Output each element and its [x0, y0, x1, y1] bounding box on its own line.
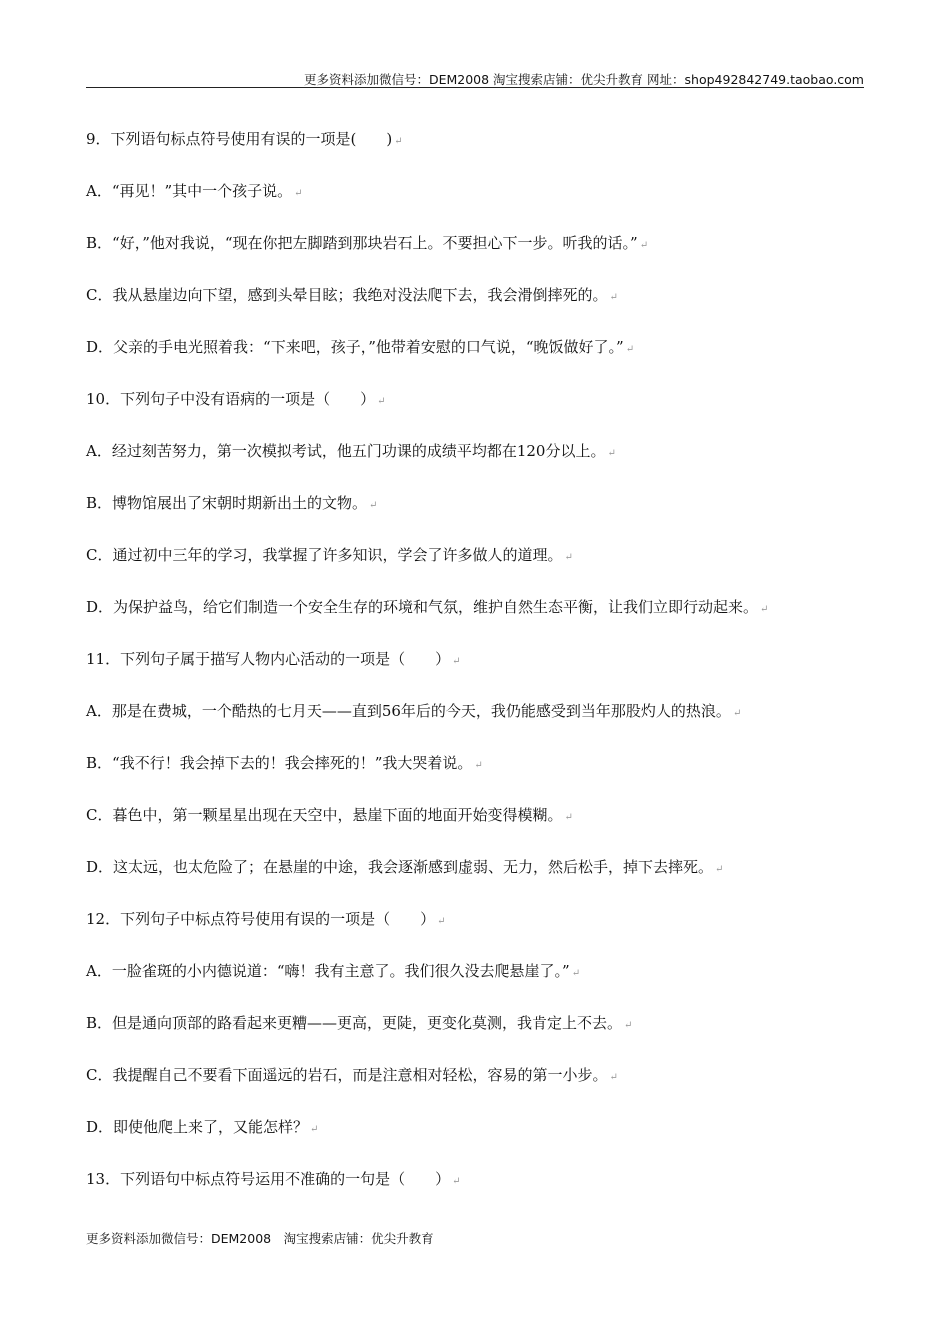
paragraph-mark-icon: ↵: [377, 396, 386, 407]
paragraph-mark-icon: ↵: [369, 500, 378, 511]
question-12-stem: 12．下列句子中标点符号使用有误的一项是（ ） ↵: [86, 910, 446, 928]
paragraph-mark-icon: ↵: [732, 708, 742, 719]
question-12-option-c: C．我提醒自己不要看下面遥远的岩石，而是注意相对轻松，容易的第一小步。 ↵: [86, 1066, 618, 1084]
page-footer: 更多资料添加微信号：DEM2008 淘宝搜索店铺：优尖升教育: [86, 1231, 434, 1246]
question-12-option-b: B．但是通向顶部的路看起来更糟——更高，更陡，更变化莫测，我肯定上不去。 ↵: [86, 1014, 633, 1032]
question-10-option-b: B．博物馆展出了宋朝时期新出土的文物。 ↵: [86, 494, 378, 512]
question-9-option-a: A．“再见！”其中一个孩子说。 ↵: [86, 182, 303, 200]
paragraph-mark-icon: ↵: [625, 344, 635, 355]
paragraph-mark-icon: ↵: [452, 656, 461, 667]
question-11-option-d: D．这太远，也太危险了；在悬崖的中途，我会逐渐感到虚弱、无力，然后松手，掉下去摔死。 ↵: [86, 858, 724, 876]
paragraph-mark-icon: ↵: [571, 968, 581, 979]
question-9-option-d: D．父亲的手电光照着我：“下来吧，孩子，”他带着安慰的口气说，“晚饭做好了。” ↵: [86, 338, 635, 356]
question-10-option-c: C．通过初中三年的学习，我掌握了许多知识，学会了许多做人的道理。 ↵: [86, 546, 573, 564]
paragraph-mark-icon: ↵: [437, 916, 446, 927]
paragraph-mark-icon: ↵: [609, 1072, 618, 1083]
header-divider: [86, 87, 864, 88]
paragraph-mark-icon: ↵: [564, 552, 573, 563]
question-11-option-a: A．那是在费城，一个酷热的七月天——直到56年后的今天，我仍能感受到当年那股灼人的热浪。 ↵: [86, 702, 742, 720]
paragraph-mark-icon: ↵: [624, 1020, 633, 1031]
question-13-stem: 13．下列语句中标点符号运用不准确的一句是（ ） ↵: [86, 1170, 461, 1188]
paragraph-mark-icon: ↵: [474, 760, 483, 771]
paragraph-mark-icon: ↵: [394, 136, 403, 147]
paragraph-mark-icon: ↵: [294, 188, 303, 199]
question-content: [86, 128, 866, 1220]
paragraph-mark-icon: ↵: [310, 1124, 319, 1135]
paragraph-mark-icon: ↵: [564, 812, 573, 823]
paragraph-mark-icon: ↵: [639, 240, 649, 251]
paragraph-mark-icon: ↵: [607, 448, 616, 459]
question-12-option-a: A．一脸雀斑的小内德说道：“嗨！我有主意了。我们很久没去爬悬崖了。” ↵: [86, 962, 581, 980]
question-9-stem: 9．下列语句标点符号使用有误的一项是( ) ↵: [86, 130, 403, 148]
question-11-stem: 11．下列句子属于描写人物内心活动的一项是（ ） ↵: [86, 650, 461, 668]
question-10-stem: 10．下列句子中没有语病的一项是（ ） ↵: [86, 390, 386, 408]
paragraph-mark-icon: ↵: [609, 292, 618, 303]
question-12-option-d: D．即使他爬上来了，又能怎样？ ↵: [86, 1118, 319, 1136]
paragraph-mark-icon: ↵: [452, 1176, 461, 1187]
question-10-option-a: A．经过刻苦努力，第一次模拟考试，他五门功课的成绩平均都在120分以上。 ↵: [86, 442, 616, 460]
question-11-option-c: C．暮色中，第一颗星星出现在天空中，悬崖下面的地面开始变得模糊。 ↵: [86, 806, 573, 824]
question-10-option-d: D．为保护益鸟，给它们制造一个安全生存的环境和气氛，维护自然生态平衡，让我们立即行动起来。 ↵: [86, 598, 769, 616]
question-11-option-b: B．“我不行！我会掉下去的！我会摔死的！”我大哭着说。 ↵: [86, 754, 483, 772]
paragraph-mark-icon: ↵: [715, 864, 724, 875]
question-9-option-c: C．我从悬崖边向下望，感到头晕目眩；我绝对没法爬下去，我会滑倒摔死的。 ↵: [86, 286, 618, 304]
page-header: 更多资料添加微信号：DEM2008 淘宝搜索店铺：优尖升教育 网址：shop492842749.taobao.com: [303, 72, 864, 87]
paragraph-mark-icon: ↵: [760, 604, 769, 615]
question-9-option-b: B．“好，”他对我说，“现在你把左脚踏到那块岩石上。不要担心下一步。听我的话。” ↵: [86, 234, 649, 252]
